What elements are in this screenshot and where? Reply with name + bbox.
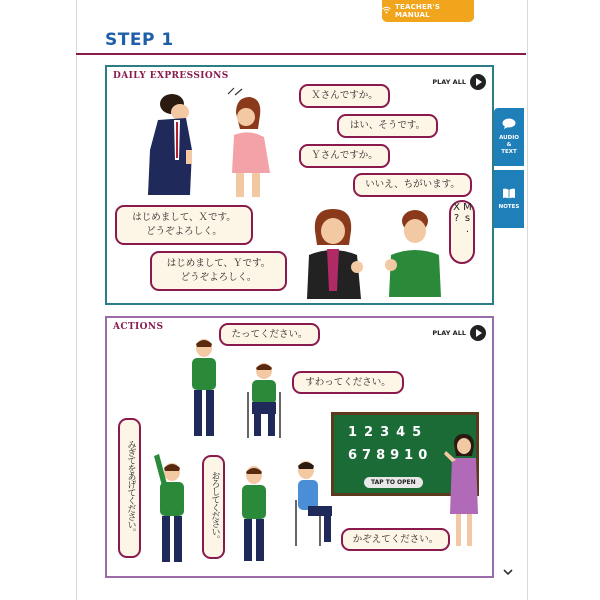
bubble-suwatte-kudasai[interactable]: すわってください。 xyxy=(292,371,404,394)
notes-tab[interactable] xyxy=(494,170,524,228)
daily-play-all-button[interactable] xyxy=(432,74,486,90)
bubble-kazoete-kudasai[interactable]: かぞえてください。 xyxy=(341,528,450,551)
bubble-y-san-desu-ka[interactable]: Ｙさんですか。 xyxy=(299,144,390,168)
bubble-iie-chigaimasu[interactable]: いいえ、ちがいます。 xyxy=(353,173,472,197)
hand-raising-man-illustration xyxy=(150,452,192,564)
bubble-tatte-kudasai[interactable]: たってください。 xyxy=(219,323,320,346)
title-divider xyxy=(76,53,526,55)
play-all-label: PLAY ALL xyxy=(432,78,466,86)
bubble-hajimemashite-y[interactable]: はじめまして、Ｙです。 どうぞよろしく。 xyxy=(150,251,287,291)
book-icon xyxy=(502,188,516,202)
step-title: STEP 1 xyxy=(105,30,174,50)
bubble-oroshite-kudasai[interactable]: おろしてください。 xyxy=(202,455,225,559)
bubble-migite-wo-agete-kudasai[interactable]: みぎてをあげてください。 xyxy=(118,418,141,558)
audio-text-label: AUDIO & TEXT xyxy=(499,135,519,155)
standing-man-illustration xyxy=(186,338,226,440)
play-all-label: PLAY ALL xyxy=(432,329,466,337)
teachers-manual-tab[interactable] xyxy=(382,0,474,22)
teachers-manual-label: TEACHER'S MANUAL xyxy=(395,3,441,19)
actions-title: ACTIONS xyxy=(113,322,164,332)
bubble-ms-x[interactable]: Ms. X? xyxy=(449,200,475,264)
play-icon xyxy=(470,325,486,341)
actions-play-all-button[interactable] xyxy=(432,325,486,341)
chevron-down-icon[interactable] xyxy=(503,566,513,579)
seated-man-illustration xyxy=(244,362,284,440)
audio-text-tab[interactable] xyxy=(494,108,524,166)
tap-to-open-button[interactable]: TAP TO OPEN xyxy=(364,477,423,488)
hand-lowering-man-illustration xyxy=(238,466,272,564)
bubble-x-san-desu-ka[interactable]: Ｘさんですか。 xyxy=(299,84,390,108)
bubble-hajimemashite-x[interactable]: はじめまして、Ｘです。 どうぞよろしく。 xyxy=(115,205,253,245)
play-icon xyxy=(470,74,486,90)
daily-expressions-title: DAILY EXPRESSIONS xyxy=(113,71,229,81)
bowing-man-illustration xyxy=(140,90,200,200)
notes-label: NOTES xyxy=(498,203,520,210)
chalkboard-numbers-row1: 12345 xyxy=(348,425,429,440)
wifi-icon xyxy=(382,6,391,16)
woman-greeting-illustration xyxy=(305,205,365,301)
bowing-motion-icon xyxy=(226,86,246,96)
bowing-woman-illustration xyxy=(222,95,282,200)
speech-bubble-icon xyxy=(502,118,516,133)
bubble-hai-sou-desu[interactable]: はい、そうです。 xyxy=(337,114,438,138)
man-greeting-illustration xyxy=(383,207,443,299)
chalkboard-numbers-row2: 678910 xyxy=(348,448,433,463)
teacher-illustration xyxy=(444,434,480,552)
